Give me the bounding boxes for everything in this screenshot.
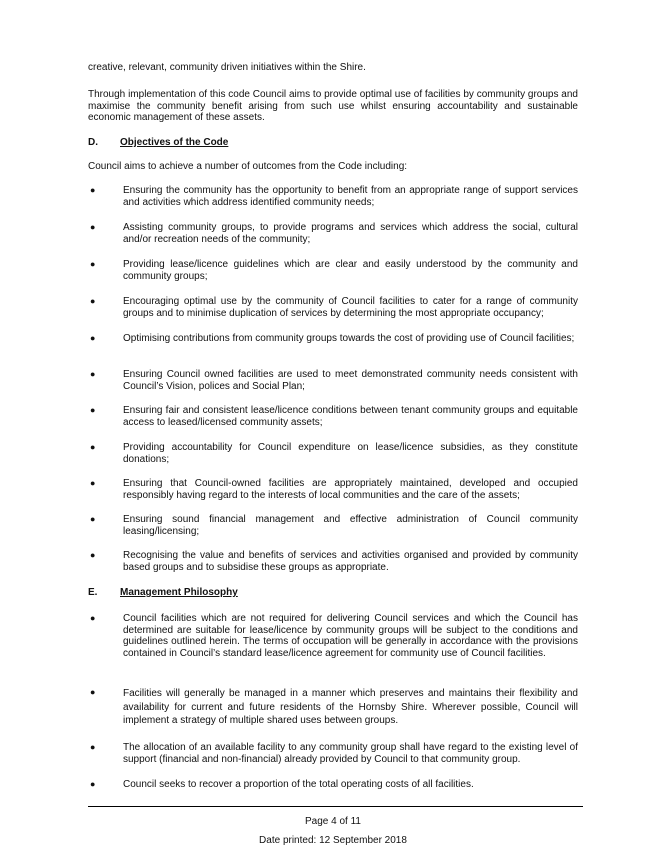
bullet-icon: ● <box>90 222 96 232</box>
bullet-icon: ● <box>90 259 96 269</box>
bullet-icon: ● <box>90 333 96 343</box>
list-item-text: Assisting community groups, to provide programs and services which address the social, cultural and/or recreation needs of the community; <box>123 222 578 245</box>
bullet-icon: ● <box>90 405 96 415</box>
bullet-icon: ● <box>90 613 96 623</box>
bullet-icon: ● <box>90 779 96 789</box>
section-e-letter: E. <box>88 587 98 598</box>
section-d-lead: Council aims to achieve a number of outcomes from the Code including: <box>88 161 408 172</box>
list-item-text: Ensuring fair and consistent lease/licence conditions between tenant community groups and equitable access to leased/licensed community assets; <box>123 405 578 428</box>
bullet-icon: ● <box>90 478 96 488</box>
list-item-text: Ensuring that Council-owned facilities are appropriately maintained, developed and occupied responsibly having regard to the interests of local communities and the care of the assets; <box>123 478 578 501</box>
list-item-text: Encouraging optimal use by the community of Council facilities to cater for a range of community groups and to minimise duplication of services by determining the most appropriate occupancy; <box>123 296 578 319</box>
list-item-text: Ensuring the community has the opportunity to benefit from an appropriate range of support services and activities which address identified community needs; <box>123 185 578 208</box>
list-item-text: Recognising the value and benefits of services and activities organised and provided by community based groups and to subsidise these groups as appropriate. <box>123 550 578 573</box>
section-d-letter: D. <box>88 137 98 148</box>
section-d-title: Objectives of the Code <box>120 137 229 148</box>
list-item-text: Ensuring Council owned facilities are used to meet demonstrated community needs consistent with Council’s Vision, polices and Social Plan; <box>123 369 578 392</box>
bullet-icon: ● <box>90 442 96 452</box>
intro-line: creative, relevant, community driven initiatives within the Shire. <box>88 62 366 73</box>
section-e-title: Management Philosophy <box>120 587 238 598</box>
list-item-text: Ensuring sound financial management and effective administration of Council community leasing/licensing; <box>123 514 578 537</box>
intro-paragraph: Through implementation of this code Council aims to provide optimal use of facilities by community groups and maximise the community benefit arising from such use whilst ensuring accountability and sustainable economic management of these assets. <box>88 89 578 123</box>
list-item-text: Council facilities which are not required for delivering Council services and which the Council has determined are suitable for lease/licence by community groups will be subject to the conditions and guidelines outlined herein. The terms of occupation will be generally in accordance with the provisions contained in Council’s standard lease/licence agreement for community use of Council facilities. <box>123 613 578 659</box>
list-item-text: The allocation of an available facility to any community group shall have regard to the existing level of support (financial and non-financial) already provided by Council to that community group. <box>123 742 578 765</box>
footer-divider <box>88 806 583 807</box>
list-item-text: Providing lease/licence guidelines which are clear and easily understood by the community and community groups; <box>123 259 578 282</box>
bullet-icon: ● <box>90 185 96 195</box>
section-d-heading <box>88 137 228 149</box>
bullet-icon: ● <box>90 550 96 560</box>
bullet-icon: ● <box>90 742 96 752</box>
bullet-icon: ● <box>90 514 96 524</box>
bullet-icon: ● <box>90 296 96 306</box>
list-item-text: Facilities will generally be managed in a manner which preserves and maintains their flexibility and availability for current and future residents of the Hornsby Shire. Wherever possible, Council will implement a strategy of multiple shared uses between groups. <box>123 688 578 726</box>
page-number: Page 4 of 11 <box>305 816 361 827</box>
list-item-text: Optimising contributions from community groups towards the cost of providing use of Council facilities; <box>123 333 575 344</box>
bullet-icon: ● <box>90 687 96 697</box>
date-printed: Date printed: 12 September 2018 <box>259 835 407 846</box>
bullet-icon: ● <box>90 369 96 379</box>
section-e-heading <box>88 587 238 599</box>
list-item-text: Providing accountability for Council expenditure on lease/licence subsidies, as they constitute donations; <box>123 442 578 465</box>
list-item-text: Council seeks to recover a proportion of the total operating costs of all facilities. <box>123 779 474 790</box>
